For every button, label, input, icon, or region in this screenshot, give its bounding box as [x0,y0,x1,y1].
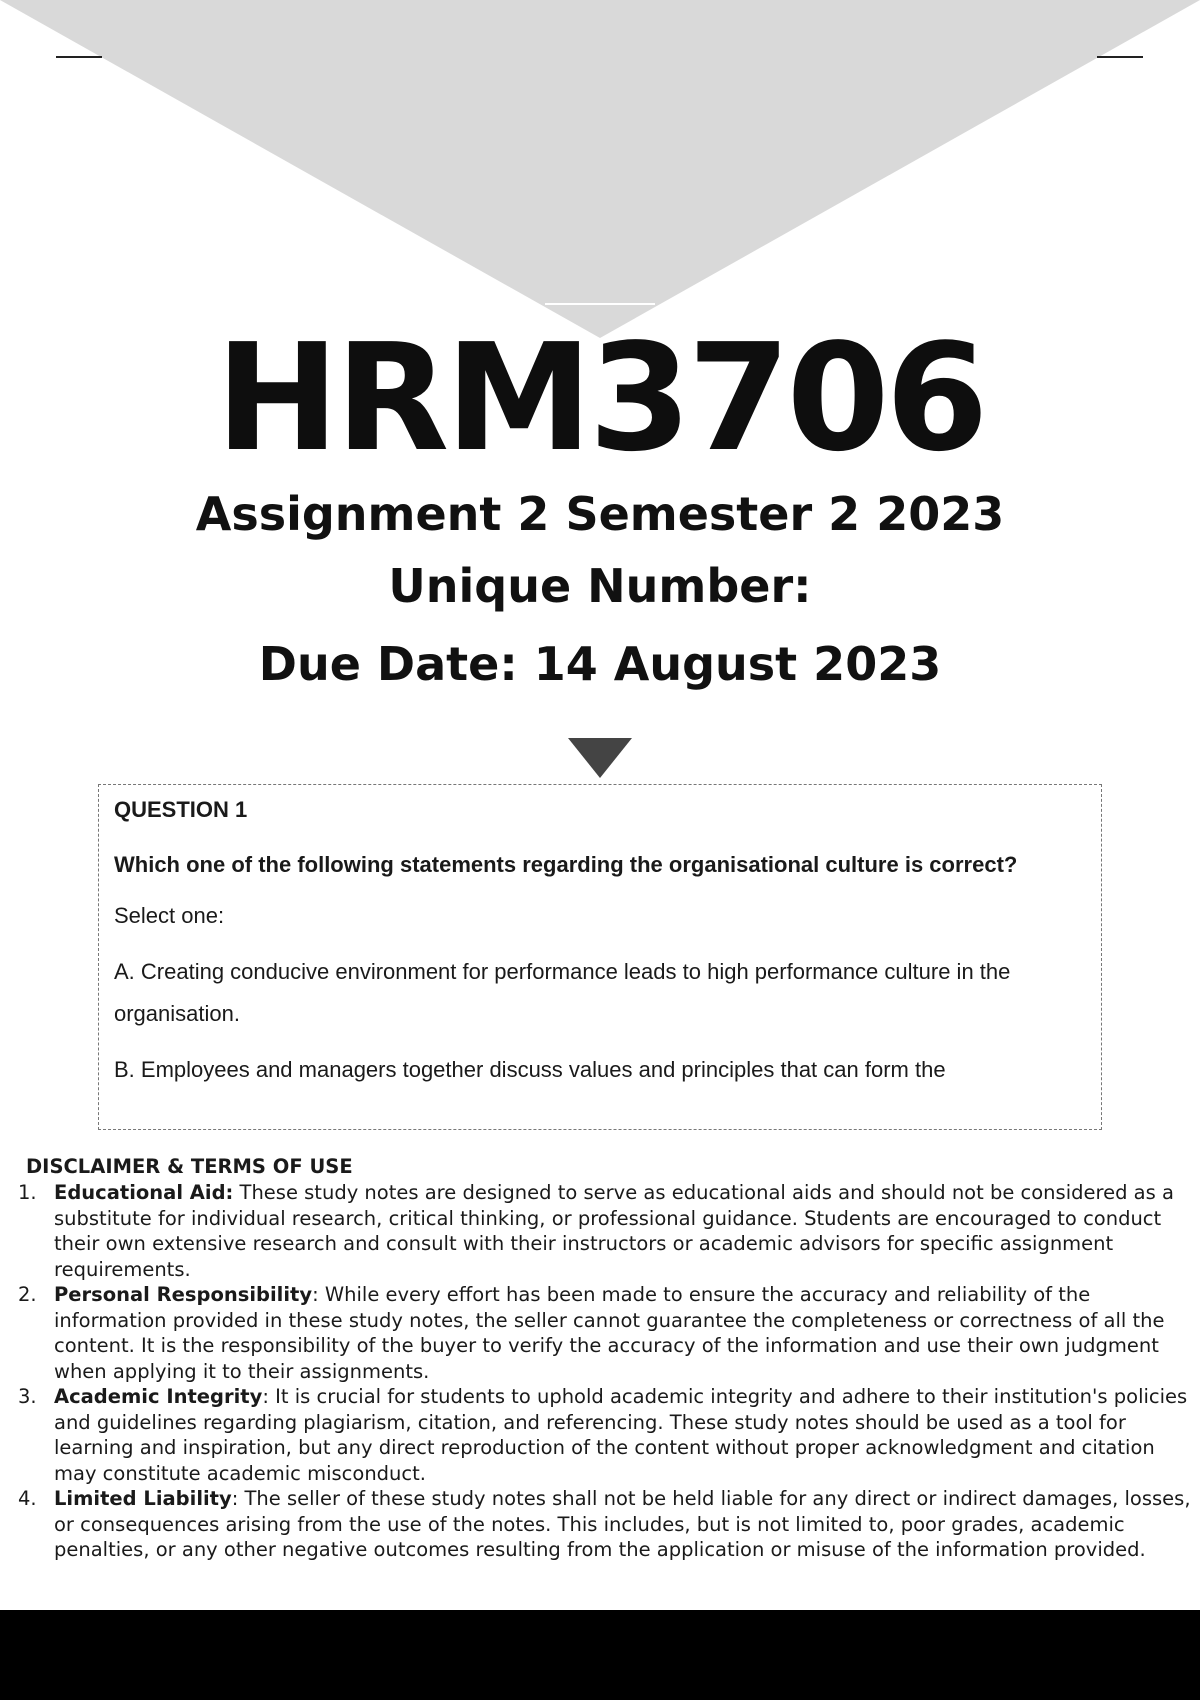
disclaimer-item-text: : It is crucial for students to uphold academic integrity and adhere to their institution's policies and guidelines regarding plagiarism, citation, and referencing. These study notes should be used as a tool for learning and inspiration, but any direct reproduction of the content without proper acknowledgment and citation may constitute academic misconduct. [54,1385,1188,1485]
disclaimer-item-label: Educational Aid: [54,1181,234,1204]
bottom-black-bar [0,1610,1200,1700]
disclaimer-item-number: 4. [18,1487,37,1510]
due-date-label: Due Date: 14 August 2023 [258,637,942,691]
disclaimer-item [0,1384,1200,1486]
triangle-down-shape [568,738,632,778]
header-chevron-shape [0,0,1200,340]
unique-number-label: Unique Number: [388,559,812,613]
question-text: Which one of the following statements regarding the organisational culture is correct? [114,852,1018,877]
disclaimer-item [0,1282,1200,1384]
disclaimer-title: DISCLAIMER & TERMS OF USE [26,1155,353,1178]
answer-option-a: A. Creating conducive environment for performance leads to high performance culture in the organisation. [114,959,1011,1026]
disclaimer-item-text: : While every effort has been made to ensure the accuracy and reliability of the information provided in these study notes, the seller cannot guarantee the completeness or correctness of all the content. It is the responsibility of the buyer to verify the accuracy of the information and use their own judgment when applying it to their assignments. [54,1283,1165,1383]
question-heading: QUESTION 1 [114,797,248,822]
disclaimer-item-number: 3. [18,1385,37,1408]
disclaimer-item-number: 2. [18,1283,37,1306]
question-preview-box [98,784,1102,1130]
disclaimer-item-text: These study notes are designed to serve as educational aids and should not be considered as a substitute for individual research, critical thinking, or professional guidance. Students are encouraged to conduct their own extensive research and consult with their instructors or academic advisors for specific assignment requirements. [54,1181,1174,1281]
triangle-down-icon [568,738,632,778]
disclaimer-item-text: : The seller of these study notes shall not be held liable for any direct or indirect damages, losses, or consequences arising from the use of the notes. This includes, but is not limited to, poor grades, academic penalties, or any other negative outcomes resulting from the application or misuse of the information provided. [54,1487,1191,1561]
disclaimer-item-label: Personal Responsibility [54,1283,313,1306]
disclaimer-item [0,1486,1200,1563]
disclaimer-item-label: Limited Liability [54,1487,232,1510]
answer-option-b: B. Employees and managers together discuss values and principles that can form the [114,1057,946,1082]
corner-line-right [1097,56,1143,58]
course-code-title: HRM3706 [215,312,985,484]
header-chevron-polygon [0,0,1200,338]
disclaimer-section [0,1154,1200,1563]
disclaimer-item [0,1180,1200,1282]
disclaimer-list [0,1180,1200,1563]
disclaimer-item-number: 1. [18,1181,37,1204]
disclaimer-item-label: Academic Integrity [54,1385,263,1408]
select-one-label: Select one: [114,903,225,928]
corner-line-left [56,56,102,58]
assignment-subtitle: Assignment 2 Semester 2 2023 [195,487,1005,541]
